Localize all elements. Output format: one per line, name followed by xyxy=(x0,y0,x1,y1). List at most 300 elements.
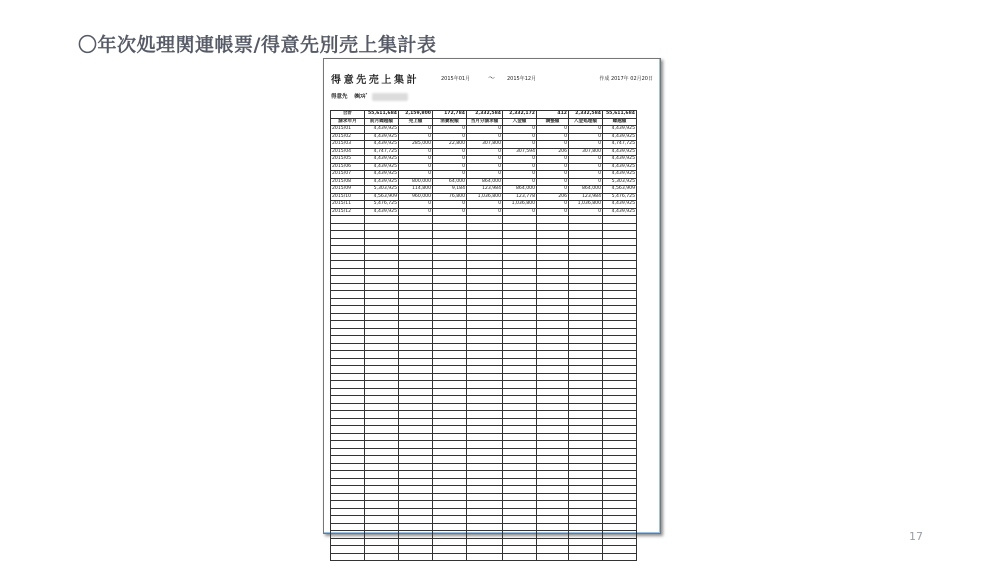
empty-cell xyxy=(433,381,467,389)
empty-cell xyxy=(365,253,399,261)
empty-row xyxy=(331,238,637,246)
empty-cell xyxy=(331,268,365,276)
empty-cell xyxy=(433,471,467,479)
empty-cell xyxy=(331,336,365,344)
empty-cell xyxy=(537,313,569,321)
empty-cell xyxy=(331,463,365,471)
empty-cell xyxy=(365,223,399,231)
empty-cell xyxy=(433,508,467,516)
empty-cell xyxy=(331,448,365,456)
empty-cell xyxy=(537,456,569,464)
empty-cell xyxy=(503,216,537,224)
empty-cell xyxy=(569,321,603,329)
empty-cell xyxy=(433,366,467,374)
empty-cell xyxy=(537,373,569,381)
empty-cell xyxy=(537,358,569,366)
empty-cell xyxy=(537,381,569,389)
empty-cell xyxy=(467,216,503,224)
empty-cell xyxy=(537,343,569,351)
empty-cell xyxy=(603,553,637,561)
table-row xyxy=(331,171,637,179)
table-cell: 4,439,925 xyxy=(603,126,637,134)
table-cell: 4,439,925 xyxy=(603,171,637,179)
total-cell: 2,159,800 xyxy=(399,111,433,119)
empty-cell xyxy=(569,426,603,434)
empty-cell xyxy=(365,268,399,276)
empty-cell xyxy=(537,298,569,306)
table-cell: 2015/12 xyxy=(331,208,365,216)
empty-cell xyxy=(603,291,637,299)
empty-cell xyxy=(399,441,433,449)
table-cell: 0 xyxy=(537,178,569,186)
empty-cell xyxy=(467,313,503,321)
empty-cell xyxy=(569,471,603,479)
empty-cell xyxy=(365,321,399,329)
table-cell: 0 xyxy=(503,171,537,179)
empty-cell xyxy=(537,306,569,314)
empty-cell xyxy=(569,366,603,374)
empty-cell xyxy=(569,351,603,359)
empty-cell xyxy=(331,261,365,269)
redacted-block xyxy=(372,93,408,101)
table-cell: 4,439,925 xyxy=(603,133,637,141)
table-row xyxy=(331,156,637,164)
empty-cell xyxy=(503,306,537,314)
empty-cell xyxy=(569,298,603,306)
table-cell: 0 xyxy=(433,201,467,209)
empty-cell xyxy=(467,418,503,426)
empty-cell xyxy=(569,546,603,554)
empty-cell xyxy=(603,523,637,531)
empty-cell xyxy=(433,418,467,426)
empty-cell xyxy=(603,381,637,389)
empty-cell xyxy=(433,343,467,351)
empty-cell xyxy=(603,373,637,381)
empty-cell xyxy=(433,298,467,306)
empty-cell xyxy=(503,471,537,479)
empty-cell xyxy=(467,426,503,434)
table-cell: 2015/07 xyxy=(331,171,365,179)
empty-cell xyxy=(399,366,433,374)
table-cell: 4,439,925 xyxy=(365,163,399,171)
empty-cell xyxy=(569,358,603,366)
empty-cell xyxy=(365,336,399,344)
empty-cell xyxy=(467,471,503,479)
empty-cell xyxy=(399,396,433,404)
empty-cell xyxy=(433,463,467,471)
empty-cell xyxy=(603,223,637,231)
empty-cell xyxy=(399,471,433,479)
empty-cell xyxy=(467,223,503,231)
empty-row xyxy=(331,366,637,374)
empty-cell xyxy=(433,433,467,441)
empty-cell xyxy=(467,546,503,554)
table-cell: 2015/05 xyxy=(331,156,365,164)
empty-row xyxy=(331,441,637,449)
empty-cell xyxy=(365,246,399,254)
empty-row xyxy=(331,291,637,299)
empty-cell xyxy=(399,523,433,531)
empty-cell xyxy=(503,531,537,539)
empty-row xyxy=(331,216,637,224)
empty-cell xyxy=(331,246,365,254)
empty-cell xyxy=(365,508,399,516)
table-cell: 0 xyxy=(433,208,467,216)
empty-cell xyxy=(569,441,603,449)
empty-cell xyxy=(399,538,433,546)
header-row xyxy=(331,118,637,126)
empty-cell xyxy=(365,231,399,239)
empty-cell xyxy=(503,396,537,404)
empty-cell xyxy=(569,343,603,351)
empty-cell xyxy=(569,516,603,524)
empty-cell xyxy=(569,381,603,389)
table-cell: 4,439,925 xyxy=(603,148,637,156)
empty-row xyxy=(331,321,637,329)
empty-row xyxy=(331,463,637,471)
empty-cell xyxy=(537,366,569,374)
empty-cell xyxy=(365,448,399,456)
total-cell: 2,332,584 xyxy=(467,111,503,119)
empty-cell xyxy=(399,283,433,291)
empty-cell xyxy=(399,336,433,344)
empty-cell xyxy=(537,546,569,554)
empty-cell xyxy=(433,396,467,404)
empty-cell xyxy=(365,396,399,404)
empty-cell xyxy=(537,463,569,471)
empty-cell xyxy=(467,501,503,509)
empty-cell xyxy=(569,328,603,336)
empty-cell xyxy=(331,381,365,389)
empty-cell xyxy=(365,276,399,284)
empty-cell xyxy=(331,493,365,501)
empty-cell xyxy=(503,268,537,276)
empty-cell xyxy=(603,328,637,336)
empty-cell xyxy=(537,418,569,426)
empty-cell xyxy=(569,411,603,419)
empty-cell xyxy=(537,411,569,419)
empty-cell xyxy=(331,351,365,359)
empty-cell xyxy=(331,516,365,524)
table-cell: 0 xyxy=(467,133,503,141)
empty-cell xyxy=(433,358,467,366)
empty-cell xyxy=(603,298,637,306)
empty-cell xyxy=(467,388,503,396)
empty-cell xyxy=(603,418,637,426)
total-cell: 55,611,684 xyxy=(603,111,637,119)
empty-cell xyxy=(603,283,637,291)
empty-cell xyxy=(399,501,433,509)
table-cell: 0 xyxy=(399,148,433,156)
empty-cell xyxy=(399,328,433,336)
table-cell: 0 xyxy=(433,126,467,134)
table-cell: 206 xyxy=(537,193,569,201)
empty-cell xyxy=(467,336,503,344)
empty-cell xyxy=(331,306,365,314)
empty-cell xyxy=(399,291,433,299)
empty-cell xyxy=(503,291,537,299)
empty-cell xyxy=(433,238,467,246)
empty-cell xyxy=(399,276,433,284)
empty-cell xyxy=(433,441,467,449)
table-cell: 2015/01 xyxy=(331,126,365,134)
empty-cell xyxy=(331,486,365,494)
empty-cell xyxy=(503,553,537,561)
empty-row xyxy=(331,546,637,554)
empty-cell xyxy=(503,298,537,306)
empty-cell xyxy=(503,508,537,516)
empty-cell xyxy=(365,456,399,464)
empty-cell xyxy=(503,313,537,321)
empty-cell xyxy=(331,231,365,239)
empty-cell xyxy=(503,448,537,456)
empty-cell xyxy=(365,366,399,374)
empty-cell xyxy=(433,223,467,231)
total-cell: 2,332,584 xyxy=(569,111,603,119)
empty-cell xyxy=(503,223,537,231)
table-cell: 123,778 xyxy=(503,193,537,201)
empty-row xyxy=(331,516,637,524)
table-cell: 0 xyxy=(569,163,603,171)
empty-cell xyxy=(331,478,365,486)
empty-cell xyxy=(399,246,433,254)
empty-cell xyxy=(467,283,503,291)
empty-cell xyxy=(537,246,569,254)
table-cell: 0 xyxy=(433,163,467,171)
empty-cell xyxy=(365,298,399,306)
empty-cell xyxy=(603,448,637,456)
empty-cell xyxy=(503,411,537,419)
table-cell: 0 xyxy=(399,133,433,141)
empty-cell xyxy=(537,223,569,231)
empty-cell xyxy=(603,546,637,554)
empty-cell xyxy=(331,508,365,516)
empty-cell xyxy=(433,306,467,314)
empty-cell xyxy=(331,396,365,404)
table-cell: 4,563,909 xyxy=(603,186,637,194)
empty-cell xyxy=(537,396,569,404)
empty-cell xyxy=(503,403,537,411)
table-row xyxy=(331,186,637,194)
table-cell: 0 xyxy=(537,208,569,216)
table-cell: 0 xyxy=(467,148,503,156)
empty-cell xyxy=(569,216,603,224)
empty-cell xyxy=(331,253,365,261)
empty-cell xyxy=(399,231,433,239)
empty-cell xyxy=(603,388,637,396)
empty-cell xyxy=(603,501,637,509)
empty-cell xyxy=(537,516,569,524)
empty-cell xyxy=(467,373,503,381)
empty-cell xyxy=(433,253,467,261)
table-cell: 864,000 xyxy=(569,186,603,194)
table-cell: 0 xyxy=(503,133,537,141)
column-header: 調整額 xyxy=(537,118,569,126)
empty-cell xyxy=(399,321,433,329)
empty-cell xyxy=(399,223,433,231)
empty-cell xyxy=(603,268,637,276)
empty-cell xyxy=(503,538,537,546)
empty-cell xyxy=(503,351,537,359)
empty-cell xyxy=(503,343,537,351)
empty-cell xyxy=(569,291,603,299)
empty-cell xyxy=(569,463,603,471)
empty-cell xyxy=(399,456,433,464)
empty-cell xyxy=(331,501,365,509)
empty-cell xyxy=(467,448,503,456)
empty-cell xyxy=(467,523,503,531)
empty-cell xyxy=(433,373,467,381)
empty-cell xyxy=(537,471,569,479)
empty-cell xyxy=(569,486,603,494)
empty-cell xyxy=(399,411,433,419)
empty-cell xyxy=(331,433,365,441)
empty-cell xyxy=(399,261,433,269)
empty-cell xyxy=(603,321,637,329)
empty-cell xyxy=(467,433,503,441)
table-cell: 2015/10 xyxy=(331,193,365,201)
column-header: 入金処理額 xyxy=(569,118,603,126)
table-cell: 0 xyxy=(467,126,503,134)
empty-cell xyxy=(433,411,467,419)
table-cell: 2015/03 xyxy=(331,141,365,149)
empty-cell xyxy=(433,313,467,321)
empty-cell xyxy=(433,538,467,546)
empty-cell xyxy=(331,276,365,284)
empty-cell xyxy=(467,486,503,494)
empty-cell xyxy=(603,246,637,254)
empty-cell xyxy=(603,478,637,486)
empty-cell xyxy=(569,261,603,269)
empty-cell xyxy=(569,373,603,381)
table-cell: 4,439,925 xyxy=(365,126,399,134)
empty-cell xyxy=(331,411,365,419)
table-row xyxy=(331,201,637,209)
empty-cell xyxy=(503,478,537,486)
table-cell: 0 xyxy=(433,156,467,164)
table-cell: 4,439,925 xyxy=(603,156,637,164)
empty-cell xyxy=(433,231,467,239)
empty-cell xyxy=(331,403,365,411)
empty-cell xyxy=(331,373,365,381)
table-cell: 2015/08 xyxy=(331,178,365,186)
table-cell: 800,000 xyxy=(399,178,433,186)
empty-cell xyxy=(569,501,603,509)
table-cell: 0 xyxy=(537,186,569,194)
empty-cell xyxy=(503,441,537,449)
empty-cell xyxy=(537,336,569,344)
empty-cell xyxy=(433,493,467,501)
empty-cell xyxy=(503,358,537,366)
empty-cell xyxy=(603,463,637,471)
empty-cell xyxy=(603,538,637,546)
empty-cell xyxy=(331,358,365,366)
empty-cell xyxy=(399,381,433,389)
table-cell: 4,439,925 xyxy=(365,133,399,141)
empty-cell xyxy=(399,516,433,524)
table-cell: 206 xyxy=(537,148,569,156)
totals-row xyxy=(331,111,637,119)
empty-cell xyxy=(569,478,603,486)
empty-cell xyxy=(331,321,365,329)
empty-row xyxy=(331,283,637,291)
empty-cell xyxy=(467,321,503,329)
empty-cell xyxy=(537,351,569,359)
empty-cell xyxy=(433,546,467,554)
empty-cell xyxy=(433,456,467,464)
table-cell: 0 xyxy=(569,126,603,134)
table-cell: 0 xyxy=(467,201,503,209)
empty-cell xyxy=(365,313,399,321)
empty-cell xyxy=(433,321,467,329)
empty-cell xyxy=(433,403,467,411)
empty-row xyxy=(331,223,637,231)
empty-cell xyxy=(569,456,603,464)
empty-cell xyxy=(503,261,537,269)
empty-cell xyxy=(569,508,603,516)
empty-cell xyxy=(603,336,637,344)
empty-row xyxy=(331,343,637,351)
empty-cell xyxy=(503,516,537,524)
empty-cell xyxy=(399,216,433,224)
empty-cell xyxy=(537,448,569,456)
empty-cell xyxy=(537,216,569,224)
empty-cell xyxy=(467,478,503,486)
empty-cell xyxy=(331,426,365,434)
table-cell: 4,747,725 xyxy=(365,148,399,156)
empty-cell xyxy=(537,276,569,284)
empty-cell xyxy=(331,471,365,479)
empty-cell xyxy=(467,366,503,374)
empty-cell xyxy=(365,388,399,396)
empty-row xyxy=(331,433,637,441)
empty-row xyxy=(331,471,637,479)
table-cell: 1,036,800 xyxy=(467,193,503,201)
empty-cell xyxy=(503,246,537,254)
empty-cell xyxy=(537,231,569,239)
table-cell: 4,439,925 xyxy=(365,156,399,164)
table-cell: 76,800 xyxy=(433,193,467,201)
empty-cell xyxy=(467,553,503,561)
empty-cell xyxy=(365,426,399,434)
empty-cell xyxy=(503,501,537,509)
empty-row xyxy=(331,396,637,404)
table-cell: 0 xyxy=(569,171,603,179)
empty-cell xyxy=(537,238,569,246)
empty-cell xyxy=(433,516,467,524)
empty-cell xyxy=(569,531,603,539)
empty-cell xyxy=(467,493,503,501)
empty-cell xyxy=(503,336,537,344)
table-cell: 0 xyxy=(399,163,433,171)
empty-cell xyxy=(569,396,603,404)
empty-cell xyxy=(365,501,399,509)
empty-cell xyxy=(365,283,399,291)
table-cell: 0 xyxy=(399,156,433,164)
table-cell: 307,800 xyxy=(467,141,503,149)
empty-cell xyxy=(433,531,467,539)
table-cell: 4,439,925 xyxy=(603,208,637,216)
empty-cell xyxy=(365,216,399,224)
empty-cell xyxy=(537,388,569,396)
empty-cell xyxy=(399,253,433,261)
empty-cell xyxy=(467,538,503,546)
empty-cell xyxy=(365,373,399,381)
column-header: 当月分請求額 xyxy=(467,118,503,126)
empty-row xyxy=(331,268,637,276)
empty-cell xyxy=(569,418,603,426)
column-header: 消費税額 xyxy=(433,118,467,126)
